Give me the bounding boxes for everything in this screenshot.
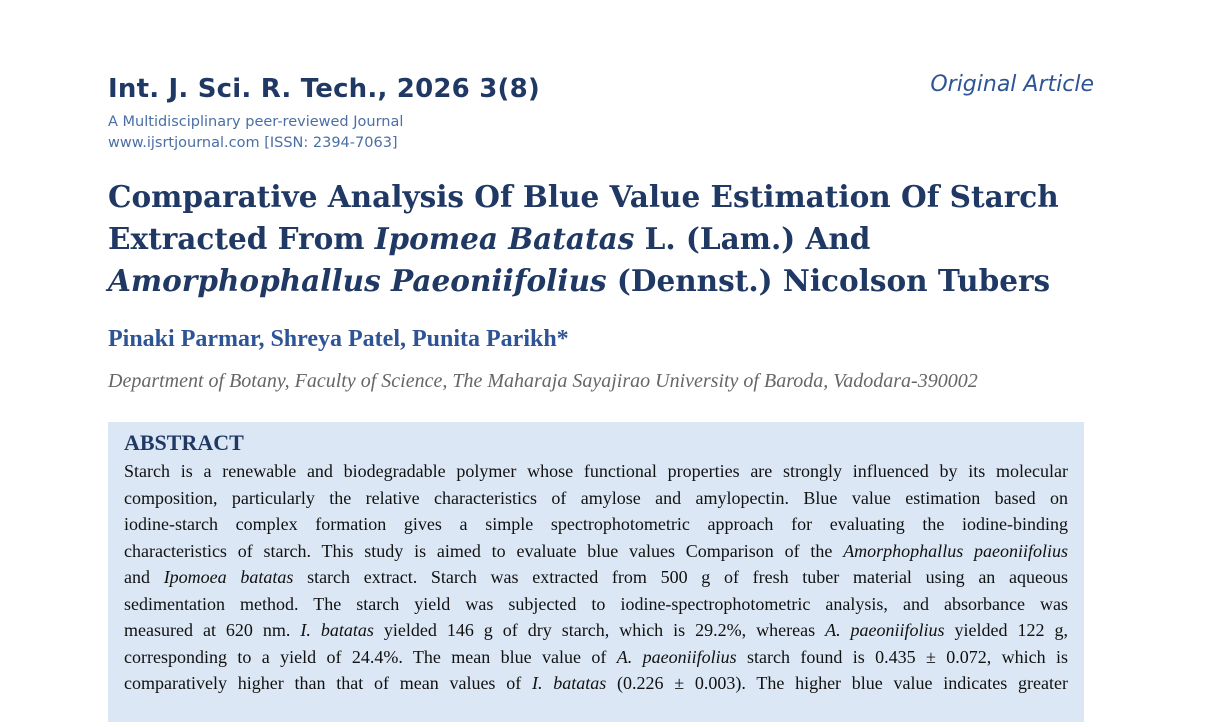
journal-url-issn[interactable]: www.ijsrtjournal.com [ISSN: 2394-7063]	[108, 135, 398, 151]
article-type: Original Article	[930, 72, 1094, 97]
title-line-2	[108, 218, 1108, 260]
title-text: (Dennst.) Nicolson Tubers	[606, 263, 1051, 298]
affiliation: Department of Botany, Faculty of Science, The Maharaja Sayajirao University of Baroda, Vadodara-390002	[108, 370, 978, 392]
abstract-text: starch extract. Starch was extracted from 500 g of fresh tuber material using an aqueous	[293, 567, 1068, 587]
abstract-line: iodine-starch complex formation gives a simple spectrophotometric approach for evaluating the iodine-binding	[124, 514, 1068, 534]
abstract-text: (0.226 ± 0.003). The higher blue value indicates greater	[606, 673, 1068, 693]
abstract-species-name: I. batatas	[300, 620, 374, 640]
abstract-text: corresponding to a yield of 24.4%. The mean blue value of	[124, 646, 617, 667]
abstract-species-name: Amorphophallus paeoniifolius	[843, 540, 1068, 561]
abstract-text: characteristics of starch. This study is aimed to evaluate blue values Comparison of the	[124, 540, 844, 561]
abstract-species-name: I. batatas	[531, 673, 607, 693]
authors: Pinaki Parmar, Shreya Patel, Punita Parikh*	[108, 326, 569, 352]
paper-title	[108, 176, 1108, 302]
title-line-3	[108, 260, 1108, 302]
abstract-text: and	[124, 567, 164, 587]
abstract-species-name: A. paeoniifolius	[825, 620, 945, 640]
abstract-line: Starch is a renewable and biodegradable polymer whose functional properties are strongly influenced by its molecular	[124, 461, 1068, 481]
title-species-name: Ipomea Batatas	[374, 221, 635, 256]
abstract-line: sedimentation method. The starch yield was subjected to iodine-spectrophotometric analysis, and absorbance was	[124, 593, 1068, 614]
abstract-species-name: Ipomoea batatas	[163, 567, 294, 587]
abstract-heading: ABSTRACT	[124, 430, 244, 455]
abstract-line	[124, 564, 1068, 591]
abstract-species-name: A. paeoniifolius	[616, 646, 737, 667]
title-line-1: Comparative Analysis Of Blue Value Estimation Of Starch	[108, 179, 1059, 214]
abstract-text: yielded 146 g of dry starch, which is 29.2%, whereas	[373, 620, 826, 640]
abstract-line: composition, particularly the relative characteristics of amylose and amylopectin. Blue value estimation based on	[124, 487, 1068, 508]
abstract-text: starch found is 0.435 ± 0.072, which is	[736, 646, 1068, 667]
abstract-text: measured at 620 nm.	[124, 620, 301, 640]
journal-title: Int. J. Sci. R. Tech., 2026 3(8)	[108, 74, 540, 104]
abstract-line	[124, 644, 1068, 671]
abstract-text: comparatively higher than that of mean values of	[124, 673, 532, 693]
abstract-text: yielded 122 g,	[944, 620, 1068, 640]
title-species-name: Amorphophallus Paeoniifolius	[108, 263, 607, 298]
title-text: Extracted From	[108, 221, 375, 256]
abstract-box	[108, 422, 1084, 722]
abstract-line	[124, 670, 1068, 697]
title-text: L. (Lam.) And	[634, 221, 871, 256]
abstract-body	[124, 458, 1068, 697]
journal-tagline: A Multidisciplinary peer-reviewed Journal	[108, 114, 404, 130]
abstract-line	[124, 538, 1068, 565]
abstract-line	[124, 617, 1068, 644]
